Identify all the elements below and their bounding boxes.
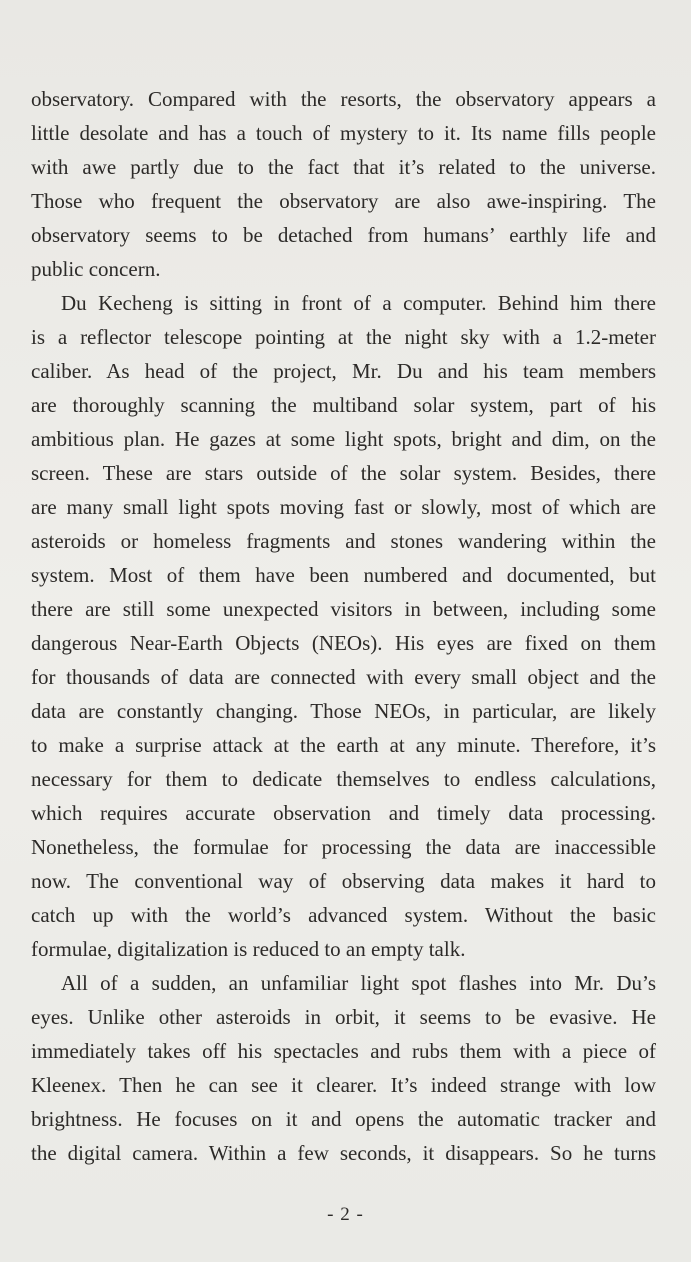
text-line: observatory. Compared with the resorts, the observatory appears a: [31, 87, 656, 111]
text-line: ambitious plan. He gazes at some light spots, bright and dim, on the: [31, 427, 656, 451]
text-line: for thousands of data are connected with every small object and the: [31, 665, 656, 689]
paragraph: [31, 82, 656, 286]
text-line: All of a sudden, an unfamiliar light spot flashes into Mr. Du’s: [61, 971, 656, 995]
text-line: asteroids or homeless fragments and stones wandering within the: [31, 529, 656, 553]
text-line: are many small light spots moving fast or slowly, most of which are: [31, 495, 656, 519]
text-line: is a reflector telescope pointing at the night sky with a 1.2-meter: [31, 325, 656, 349]
text-line: caliber. As head of the project, Mr. Du and his team members: [31, 359, 656, 383]
text-line: immediately takes off his spectacles and rubs them with a piece of: [31, 1039, 656, 1063]
text-line: observatory seems to be detached from humans’ earthly life and: [31, 223, 656, 247]
text-line: brightness. He focuses on it and opens the automatic tracker and: [31, 1107, 656, 1131]
text-line: which requires accurate observation and timely data processing.: [31, 801, 656, 825]
text-line: Du Kecheng is sitting in front of a computer. Behind him there: [61, 291, 656, 315]
text-line: there are still some unexpected visitors in between, including some: [31, 597, 656, 621]
text-line: dangerous Near-Earth Objects (NEOs). His eyes are fixed on them: [31, 631, 656, 655]
text-line: public concern.: [31, 257, 161, 281]
text-line: Nonetheless, the formulae for processing the data are inaccessible: [31, 835, 656, 859]
text-line: screen. These are stars outside of the solar system. Besides, there: [31, 461, 656, 485]
paragraph: [31, 286, 656, 966]
text-line: to make a surprise attack at the earth at any minute. Therefore, it’s: [31, 733, 656, 757]
text-line: Those who frequent the observatory are also awe-inspiring. The: [31, 189, 656, 213]
text-line: system. Most of them have been numbered and documented, but: [31, 563, 656, 587]
text-line: little desolate and has a touch of mystery to it. Its name fills people: [31, 121, 656, 145]
text-line: Kleenex. Then he can see it clearer. It’s indeed strange with low: [31, 1073, 656, 1097]
text-line: necessary for them to dedicate themselves to endless calculations,: [31, 767, 656, 791]
text-line: with awe partly due to the fact that it’s related to the universe.: [31, 155, 656, 179]
text-line: eyes. Unlike other asteroids in orbit, it seems to be evasive. He: [31, 1005, 656, 1029]
body-text: [31, 82, 656, 1170]
text-line: are thoroughly scanning the multiband solar system, part of his: [31, 393, 656, 417]
text-line: formulae, digitalization is reduced to an empty talk.: [31, 937, 466, 961]
text-line: catch up with the world’s advanced system. Without the basic: [31, 903, 656, 927]
text-line: the digital camera. Within a few seconds, it disappears. So he turns: [31, 1141, 656, 1165]
text-line: now. The conventional way of observing data makes it hard to: [31, 869, 656, 893]
page-number: - 2 -: [327, 1204, 364, 1225]
text-line: data are constantly changing. Those NEOs, in particular, are likely: [31, 699, 656, 723]
paragraph: [31, 966, 656, 1170]
